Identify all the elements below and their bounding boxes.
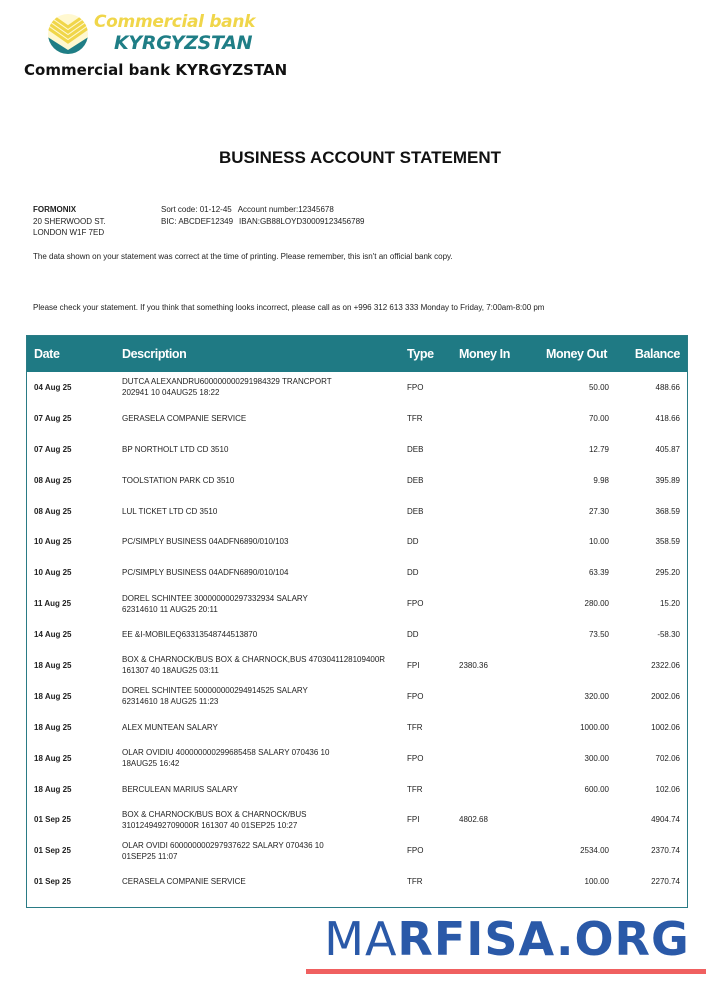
column-header-type: Type [407,347,434,361]
cell-money-in [459,588,527,619]
cell-balance: 295.20 [655,568,680,578]
cell-money-out: 10.00 [588,537,609,547]
cell-money-in [459,619,527,650]
cell-type: FPO [407,599,424,609]
address-line1: 20 SHERWOOD ST. [33,216,106,226]
cell-balance: 702.06 [655,753,680,763]
cell-type: DEB [407,506,424,516]
description-line1: DUTCA ALEXANDRU600000000291984329 TRANCPORT [122,377,332,387]
cell-date: 18 Aug 25 [34,784,72,794]
cell-type: FPI [407,815,420,825]
cell-money-out: 63.39 [588,568,609,578]
cell-money-out: 600.00 [584,784,609,794]
description-line1: LUL TICKET LTD CD 3510 [122,506,218,516]
bank-logo-icon [46,12,90,56]
cell-balance: 102.06 [655,784,680,794]
cell-type: DEB [407,444,424,454]
description-line2: 161307 40 18AUG25 03:11 [122,666,219,676]
cell-balance: 4904.74 [651,815,680,825]
table-row [27,650,687,681]
cell-money-out: 27.30 [588,506,609,516]
description-line2: 3101249492709000R 161307 40 01SEP25 10:27 [122,820,298,830]
cell-money-in: 4802.68 [459,815,488,825]
cell-date: 14 Aug 25 [34,630,72,640]
description-line1: EE &I-MOBILEQ63313548744513870 [122,630,258,640]
table-row [27,434,687,465]
table-row [27,774,687,805]
cell-description [122,866,407,897]
watermark-underline [306,969,706,974]
statement-title: BUSINESS ACCOUNT STATEMENT [218,148,502,167]
cell-money-out: 50.00 [588,382,609,392]
table-row [27,403,687,434]
description-line1: CERASELA COMPANIE SERVICE [122,877,246,887]
table-header-row [27,336,687,372]
cell-date: 18 Aug 25 [34,660,72,670]
cell-balance: 2370.74 [651,846,680,856]
cell-balance: 15.20 [659,599,680,609]
cell-date: 10 Aug 25 [34,537,72,547]
cell-type: FPO [407,846,424,856]
logo-text-line1: Commercial bank [94,12,256,32]
cell-description [122,681,407,712]
cell-money-in [459,557,527,588]
cell-money-out: 70.00 [588,413,609,423]
cell-balance: 358.59 [655,537,680,547]
cell-money-in [459,434,527,465]
cell-description [122,465,407,496]
cell-money-out: 320.00 [584,691,609,701]
cell-balance: 418.66 [655,413,680,423]
iban: IBAN:GB88LOYD30009123456789 [239,216,365,226]
cell-description [122,588,407,619]
cell-money-in [459,835,527,866]
cell-balance: 1002.06 [651,722,680,732]
column-header-description: Description [122,347,187,361]
customer-address [33,204,106,239]
table-row [27,526,687,557]
description-line1: BOX & CHARNOCK/BUS BOX & CHARNOCK,BUS 4703041128109400R [122,655,386,665]
cell-type: DD [407,568,419,578]
cell-date: 07 Aug 25 [34,444,72,454]
description-line1: OLAR OVIDI 600000000297937622 SALARY 070436 10 [122,840,324,850]
table-row [27,465,687,496]
description-line2: 62314610 11 AUG25 20:11 [122,604,218,614]
cell-type: TFR [407,722,423,732]
cell-type: FPO [407,753,424,763]
bank-logo [46,10,256,60]
cell-balance: 395.89 [655,475,680,485]
cell-description [122,372,407,403]
cell-type: TFR [407,877,423,887]
description-line2: 202941 10 04AUG25 18:22 [122,388,220,398]
description-line1: PC/SIMPLY BUSINESS 04ADFN6890/010/103 [122,537,289,547]
watermark [304,912,710,974]
cell-balance: -58.30 [657,630,680,640]
cell-money-in [459,526,527,557]
column-header-money-in: Money In [459,347,510,361]
cell-balance: 368.59 [655,506,680,516]
cell-money-out: 100.00 [584,877,609,887]
cell-money-out: 12.79 [588,444,609,454]
table-row [27,681,687,712]
cell-date: 01 Sep 25 [34,815,71,825]
cell-date: 08 Aug 25 [34,506,72,516]
description-line1: BERCULEAN MARIUS SALARY [122,784,238,794]
sort-code: Sort code: 01-12-45 [161,205,232,214]
cell-description [122,434,407,465]
transactions-table [26,335,688,908]
table-row [27,804,687,835]
description-line1: PC/SIMPLY BUSINESS 04ADFN6890/010/104 [122,568,289,578]
cell-money-out: 2534.00 [580,846,609,856]
cell-date: 18 Aug 25 [34,753,72,763]
column-header-balance: Balance [634,347,680,361]
table-row [27,866,687,897]
cell-date: 01 Sep 25 [34,877,71,887]
cell-description [122,835,407,866]
cell-money-out [527,650,609,681]
cell-type: DD [407,537,419,547]
cell-date: 08 Aug 25 [34,475,72,485]
description-line1: TOOLSTATION PARK CD 3510 [122,475,235,485]
cell-description [122,650,407,681]
cell-type: FPO [407,382,424,392]
cell-type: FPO [407,691,424,701]
cell-money-out [527,804,609,835]
cell-type: DEB [407,475,424,485]
description-line1: ALEX MUNTEAN SALARY [122,722,218,732]
description-line1: BP NORTHOLT LTD CD 3510 [122,444,229,454]
description-line2: 18AUG25 16:42 [122,759,180,769]
cell-money-out: 300.00 [584,753,609,763]
table-row [27,496,687,527]
bic: BIC: ABCDEF12349 [161,216,234,226]
account-number: Account number:12345678 [237,205,334,214]
description-line1: OLAR OVIDIU 400000000299685458 SALARY 070436 10 [122,748,330,758]
column-header-date: Date [34,347,60,361]
cell-money-out: 9.98 [593,475,609,485]
cell-description [122,619,407,650]
cell-money-in [459,743,527,774]
table-row [27,588,687,619]
cell-balance: 405.87 [655,444,680,454]
watermark-text-bold: RFISA.ORG [397,912,690,966]
account-details [161,204,370,227]
description-line1: BOX & CHARNOCK/BUS BOX & CHARNOCK/BUS [122,809,307,819]
cell-money-out: 280.00 [584,599,609,609]
cell-type: FPI [407,660,420,670]
column-header-money-out: Money Out [546,347,607,361]
bank-name: Commercial bank KYRGYZSTAN [24,61,288,79]
cell-money-in [459,681,527,712]
cell-balance: 2270.74 [651,877,680,887]
address-line2: LONDON W1F 7ED [33,228,105,237]
cell-date: 01 Sep 25 [34,846,71,856]
table-row [27,557,687,588]
cell-money-in [459,465,527,496]
cell-description [122,403,407,434]
cell-date: 18 Aug 25 [34,691,72,701]
description-line2: 62314610 18 AUG25 11:23 [122,697,219,707]
cell-description [122,743,407,774]
cell-money-in [459,496,527,527]
cell-description [122,804,407,835]
cell-date: 04 Aug 25 [34,382,72,392]
cell-type: DD [407,630,419,640]
description-line1: GERASELA COMPANIE SERVICE [122,413,247,423]
cell-money-out: 1000.00 [580,722,609,732]
cell-money-in [459,774,527,805]
cell-money-in [459,372,527,403]
cell-money-out: 73.50 [588,630,609,640]
table-row [27,712,687,743]
cell-money-in [459,712,527,743]
cell-type: TFR [407,784,423,794]
cell-description [122,526,407,557]
cell-description [122,712,407,743]
description-line1: DOREL SCHINTEE 500000000294914525 SALARY [122,686,308,696]
cell-description [122,774,407,805]
table-row [27,743,687,774]
cell-date: 18 Aug 25 [34,722,72,732]
table-row [27,372,687,403]
cell-date: 07 Aug 25 [34,413,72,423]
logo-text-line2: KYRGYZSTAN [114,32,253,54]
cell-balance: 488.66 [655,382,680,392]
watermark-text-light: MA [324,912,398,966]
contact-note: Please check your statement. If you think that something looks incorrect, please call as on +996 312 613 333 Monday to Friday, 7:00am-8:00 pm [33,303,545,312]
description-line2: 01SEP25 11:07 [122,851,178,861]
cell-description [122,557,407,588]
cell-balance: 2322.06 [651,660,680,670]
cell-money-in: 2380.36 [459,660,488,670]
cell-description [122,496,407,527]
cell-money-in [459,403,527,434]
cell-money-in [459,866,527,897]
watermark-text [304,912,710,966]
customer-name: FORMONIX [33,205,77,214]
disclaimer-note: The data shown on your statement was correct at the time of printing. Please remember, this isn't an official bank copy. [33,252,453,261]
cell-date: 11 Aug 25 [34,599,72,609]
description-line1: DOREL SCHINTEE 300000000297332934 SALARY [122,593,308,603]
cell-type: TFR [407,413,423,423]
table-row [27,835,687,866]
cell-date: 10 Aug 25 [34,568,72,578]
cell-balance: 2002.06 [651,691,680,701]
table-row [27,619,687,650]
